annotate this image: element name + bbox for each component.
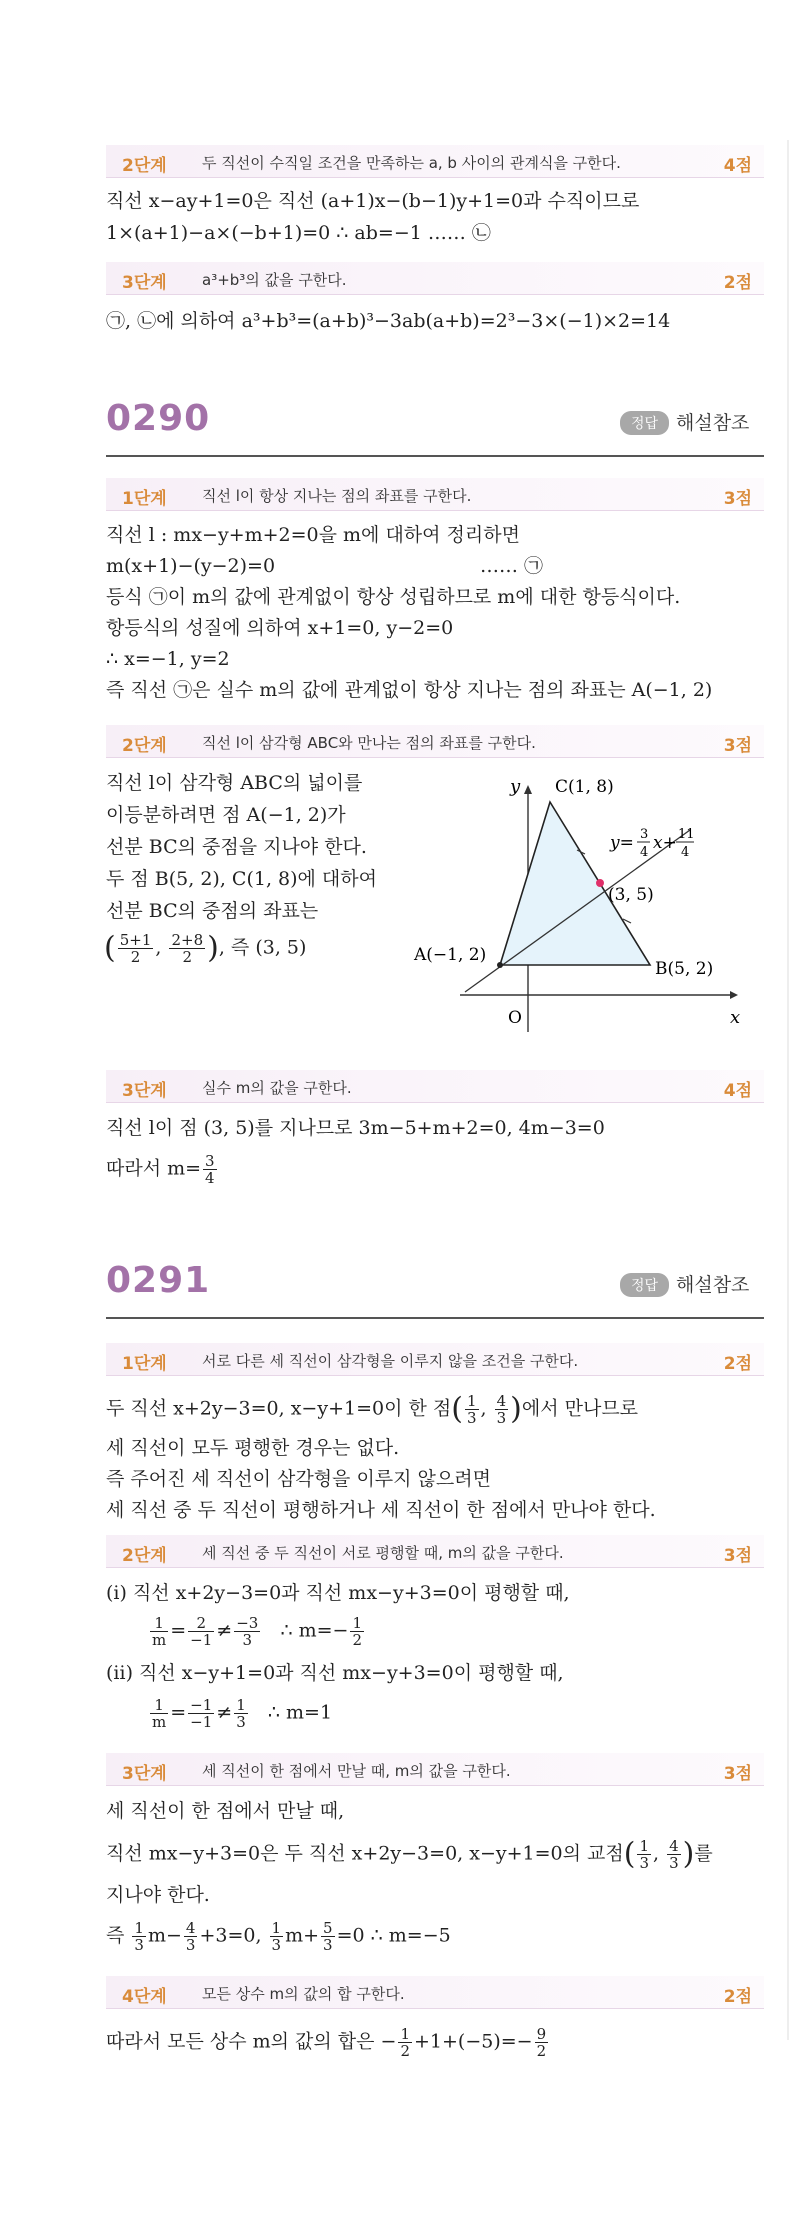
fraction: $\frac{1}{3}$ (236, 1696, 246, 1731)
step-text: 세 직선 중 두 직선이 서로 평행할 때, m의 값을 구한다. (202, 1544, 564, 1562)
y-axis-arrow (524, 785, 532, 794)
solution-line: 이등분하려면 점 A(−1, 2)가 (106, 804, 346, 826)
solution-line: 선분 BC의 중점을 지나야 한다. (106, 836, 367, 858)
step-text: 서로 다른 세 직선이 삼각형을 이루지 않을 조건을 구한다. (202, 1352, 579, 1370)
problem-number: 0290 (106, 398, 211, 439)
paren: ) (682, 1836, 695, 1872)
solution-text: +1+(−5)=− (413, 2030, 533, 2053)
step-label: 2단계 (122, 156, 167, 176)
solution-line: 두 직선 x+2y−3=0, x−y+1=0이 한 점( $\frac{1}{3}$ , $\frac{4}{3}$ )에서 만나므로 (106, 1391, 639, 1427)
step-label: 3단계 (122, 273, 167, 293)
step-points: 2점 (723, 273, 752, 293)
step-text: 두 직선이 수직일 조건을 만족하는 a, b 사이의 관계식을 구한다. (202, 154, 621, 172)
case-line: (ⅱ) 직선 x−y+1=0과 직선 mx−y+3=0이 평행할 때, (106, 1662, 564, 1684)
step-label: 3단계 (122, 1081, 167, 1101)
case-equation: $\frac{1}{m}$ = $\frac{2}{-1}$ ≠ $\frac{-3}{3}$ ∴ m=− $\frac{1}{2}$ (152, 1614, 362, 1649)
margin-rule (787, 140, 789, 2040)
solution-line: 즉 주어진 세 직선이 삼각형을 이루지 않으려면 (106, 1468, 491, 1490)
step-text: 직선 l이 삼각형 ABC와 만나는 점의 좌표를 구한다. (202, 734, 536, 752)
fraction: $\frac{1}{2}$ (352, 1614, 362, 1649)
case-line: (ⅰ) 직선 x+2y−3=0과 직선 mx−y+3=0이 평행할 때, (106, 1582, 570, 1604)
step-points: 2점 (723, 1987, 752, 2007)
step-points: 3점 (723, 1546, 752, 1566)
step-label: 4단계 (122, 1987, 167, 2007)
fraction: $\frac{1}{3}$ (639, 1837, 649, 1872)
solution-line: ∴ x=−1, y=2 (106, 648, 230, 670)
paren: ) (510, 1391, 522, 1427)
solution-text: 두 직선 x+2y−3=0, x−y+1=0이 한 점 (106, 1397, 452, 1420)
solution-line: 항등식의 성질에 의하여 x+1=0, y−2=0 (106, 617, 454, 639)
solution-line (106, 1153, 219, 1186)
fraction: $\frac{-3}{3}$ (236, 1614, 259, 1649)
line-equation: y= (610, 833, 634, 853)
case-result: ∴ m=− (280, 1619, 349, 1642)
fraction: $\frac{3}{4}$ (205, 1152, 215, 1187)
fraction: $\frac{2}{-1}$ (190, 1614, 213, 1649)
solution-line: 두 점 B(5, 2), C(1, 8)에 대하여 (106, 868, 377, 890)
step-3-header (106, 1070, 764, 1103)
step-text: a³+b³의 값을 구한다. (202, 271, 347, 289)
midpoint-line: ( $\frac{5+1}{2}$ , $\frac{2+8}{2}$ ), 즉 (3, 5) (104, 930, 307, 966)
triangle-graph (400, 770, 750, 1040)
label-c: C(1, 8) (555, 777, 614, 797)
solution-line: 직선 l이 삼각형 ABC의 넓이를 (106, 772, 363, 794)
solution-line: 직선 mx−y+3=0은 두 직선 x+2y−3=0, x−y+1=0의 교점( $\frac{1}{3}$ , $\frac{4}{3}$ )를 (106, 1836, 713, 1872)
solution-text: m− (147, 1924, 182, 1947)
step-1-header (106, 1343, 764, 1376)
case-equation: $\frac{1}{m}$ = $\frac{-1}{-1}$ ≠ $\frac{1}{3}$ ∴ m=1 (152, 1696, 333, 1731)
triangle-abc (500, 802, 650, 965)
label-b: B(5, 2) (655, 959, 714, 979)
solution-text: 즉 (106, 1924, 125, 1947)
step-points: 3점 (723, 1764, 752, 1784)
problem-number: 0291 (106, 1260, 211, 1301)
solution-line: 세 직선이 모두 평행한 경우는 없다. (106, 1437, 400, 1459)
step-points: 4점 (723, 1081, 752, 1101)
step-label: 1단계 (122, 1354, 167, 1374)
step-label: 2단계 (122, 1546, 167, 1566)
fraction: $\frac{5+1}{2}$ (119, 931, 152, 966)
solution-line: 세 직선이 한 점에서 만날 때, (106, 1800, 345, 1822)
answer-badge: 정답 (620, 1273, 669, 1297)
answer-reference: 해설참조 (676, 412, 750, 434)
eq-frac-num: 3 (640, 827, 649, 842)
step-label: 2단계 (122, 736, 167, 756)
equation-tag: …… ㉠ (480, 555, 544, 577)
fraction: $\frac{1}{3}$ (466, 1392, 477, 1427)
step-points: 2점 (723, 1354, 752, 1374)
fraction: $\frac{1}{2}$ (400, 2025, 410, 2060)
solution-text: 따라서 m= (106, 1157, 202, 1180)
answer-badge: 정답 (620, 411, 669, 435)
solution-line: 1×(a+1)−a×(−b+1)=0 ∴ ab=−1 …… ㉡ (106, 222, 491, 244)
solution-line: 지나야 한다. (106, 1884, 210, 1906)
solution-text: 직선 mx−y+3=0은 두 직선 x+2y−3=0, x−y+1=0의 교점 (106, 1842, 624, 1865)
fraction: $\frac{-1}{-1}$ (190, 1696, 213, 1731)
solution-line (106, 1920, 451, 1953)
solution-text: 를 (694, 1842, 713, 1865)
step-2-header (106, 725, 764, 758)
answer-reference: 해설참조 (676, 1274, 750, 1296)
solution-line: 직선 x−ay+1=0은 직선 (a+1)x−(b−1)y+1=0과 수직이므로 (106, 190, 640, 212)
step-label: 3단계 (122, 1764, 167, 1784)
step-points: 4점 (723, 156, 752, 176)
solution-line: m(x+1)−(y−2)=0 (106, 555, 276, 577)
step-points: 3점 (723, 736, 752, 756)
solution-line: 즉 직선 ㉠은 실수 m의 값에 관계없이 항상 지나는 점의 좌표는 A(−1, 2) (106, 679, 713, 701)
origin-label: O (508, 1008, 522, 1028)
solution-line: 직선 l : mx−y+m+2=0을 m에 대하여 정리하면 (106, 524, 520, 546)
solution-text: m+ (285, 1924, 320, 1947)
solution-line: 직선 l이 점 (3, 5)를 지나므로 3m−5+m+2=0, 4m−3=0 (106, 1117, 605, 1139)
step-3-header (106, 1753, 764, 1786)
solution-line (106, 2026, 550, 2059)
x-label: x (730, 1007, 741, 1028)
paren: ) (207, 930, 219, 966)
paren: ( (451, 1391, 463, 1427)
fraction: $\frac{1}{3}$ (271, 1919, 282, 1954)
x-axis-arrow (730, 991, 738, 999)
solution-line: 선분 BC의 중점의 좌표는 (106, 900, 319, 922)
step-3-header (106, 262, 764, 295)
fraction: $\frac{1}{m}$ (152, 1614, 167, 1649)
step-text: 모든 상수 m의 값의 합 구한다. (202, 1985, 405, 2003)
point-a (497, 962, 503, 968)
step-points: 3점 (723, 489, 752, 509)
step-text: 직선 l이 항상 지나는 점의 좌표를 구한다. (202, 487, 472, 505)
solution-text: +3=0, (199, 1924, 262, 1947)
step-text: 실수 m의 값을 구한다. (202, 1079, 352, 1097)
fraction: $\frac{2+8}{2}$ (171, 931, 204, 966)
step-2-header (106, 1535, 764, 1568)
fraction: $\frac{1}{m}$ (152, 1696, 167, 1731)
fraction: $\frac{5}{3}$ (323, 1919, 333, 1954)
solution-text: =0 ∴ m=−5 (336, 1924, 451, 1947)
solution-text: 에서 만나므로 (521, 1397, 639, 1420)
step-2-header (106, 145, 764, 178)
fraction: $\frac{4}{3}$ (496, 1392, 507, 1427)
paren: ( (623, 1836, 636, 1872)
problem-rule (106, 1317, 764, 1319)
step-text: 세 직선이 한 점에서 만날 때, m의 값을 구한다. (202, 1762, 511, 1780)
eq-frac-num: 11 (678, 827, 695, 842)
step-label: 1단계 (122, 489, 167, 509)
solution-line: 등식 ㉠이 m의 값에 관계없이 항상 성립하므로 m에 대한 항등식이다. (106, 586, 681, 608)
solution-line: 세 직선 중 두 직선이 평행하거나 세 직선이 한 점에서 만나야 한다. (106, 1499, 656, 1521)
case-result: ∴ m=1 (267, 1701, 333, 1724)
fraction: $\frac{4}{3}$ (185, 1919, 196, 1954)
fraction: $\frac{4}{3}$ (669, 1837, 679, 1872)
eq-frac-den: 4 (640, 845, 649, 860)
problem-rule (106, 455, 764, 457)
y-label: y (510, 776, 521, 797)
step-4-header (106, 1976, 764, 2009)
fraction: $\frac{1}{3}$ (134, 1919, 144, 1954)
solution-text: 따라서 모든 상수 m의 값의 합은 − (106, 2030, 397, 2053)
midpoint-result: , 즉 (3, 5) (218, 936, 307, 959)
eq-frac-den: 4 (681, 845, 690, 860)
step-1-header (106, 478, 764, 511)
solution-line: ㉠, ㉡에 의하여 a³+b³=(a+b)³−3ab(a+b)=2³−3×(−1)×2=14 (106, 310, 671, 332)
line-equation: x+ (653, 833, 677, 853)
fraction: $\frac{9}{2}$ (536, 2025, 547, 2060)
point-midpoint (596, 879, 604, 887)
paren: ( (104, 930, 116, 966)
label-a: A(−1, 2) (414, 945, 487, 965)
label-midpoint: (3, 5) (608, 885, 654, 905)
